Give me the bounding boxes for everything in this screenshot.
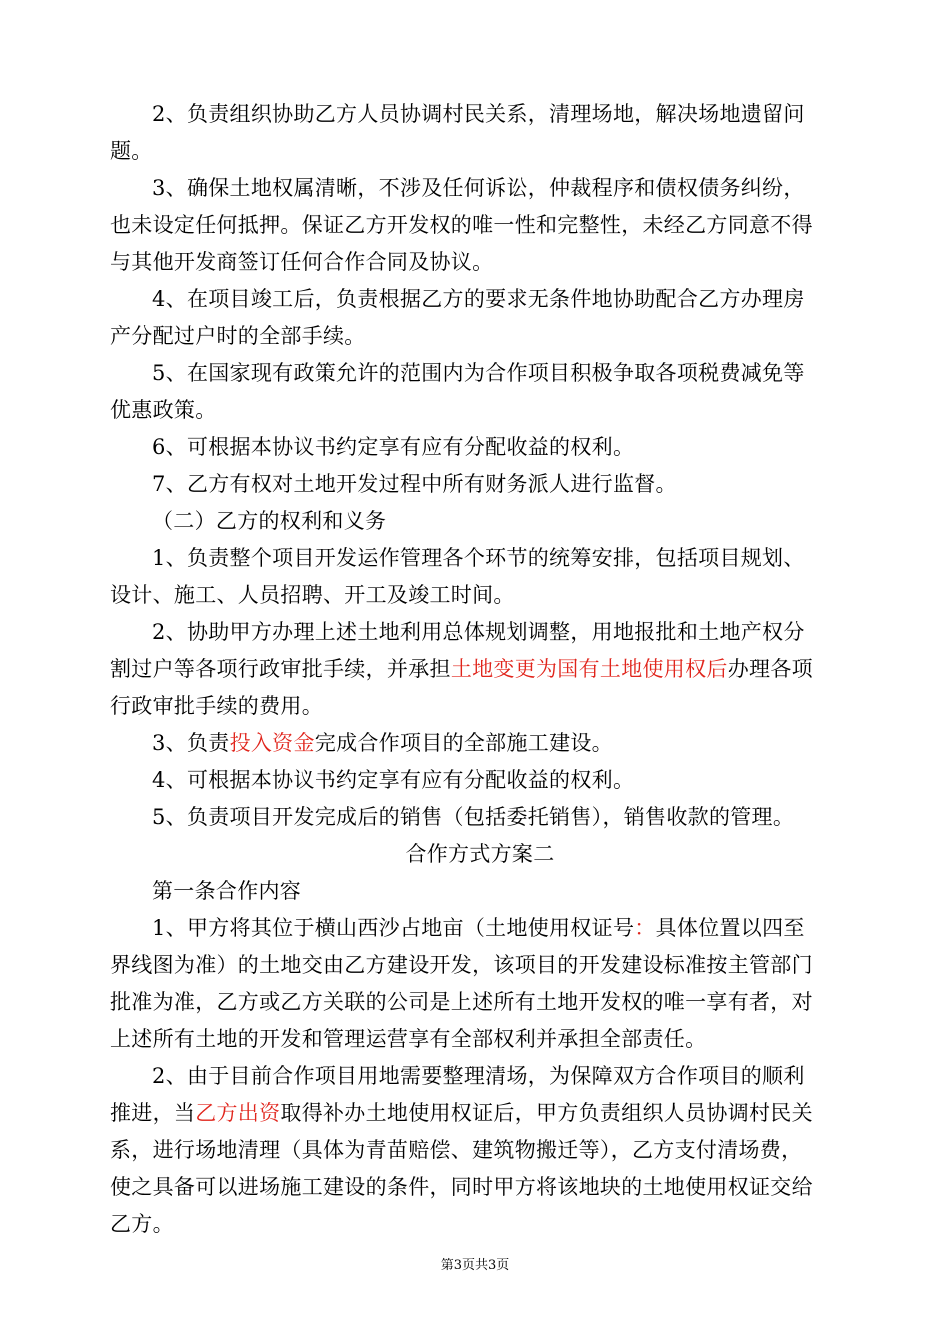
text-line (110, 1058, 850, 1095)
text-segment: 合作方式方案二 (405, 842, 555, 866)
text-line (110, 355, 850, 392)
text-segment: 题。 (110, 139, 153, 163)
text-line (110, 1021, 850, 1058)
text-segment: 办理各项 (727, 657, 813, 681)
text-segment: 第一条合作内容 (152, 879, 302, 903)
text-line (110, 1169, 850, 1206)
text-segment: 1、甲方将其位于横山西沙占地亩（土地使用权证号 (152, 916, 635, 940)
text-line (110, 466, 850, 503)
page-footer: 第3页共3页 (440, 1258, 510, 1273)
text-segment: 4、可根据本协议书约定享有应有分配收益的权利。 (152, 768, 635, 792)
text-line (110, 984, 850, 1021)
text-segment: 产分配过户时的全部手续。 (110, 324, 366, 348)
highlighted-text: ： (634, 916, 656, 940)
text-segment: 1、负责整个项目开发运作管理各个环节的统筹安排，包括项目规划、 (152, 546, 805, 570)
text-segment: 3、确保土地权属清晰，不涉及任何诉讼，仲裁程序和债权债务纠纷， (152, 176, 805, 200)
text-segment: 2、负责组织协助乙方人员协调村民关系，清理场地，解决场地遗留问 (152, 102, 805, 126)
text-line (110, 1132, 850, 1169)
text-line (110, 1095, 850, 1132)
text-line (110, 429, 850, 466)
text-segment: 乙方。 (110, 1212, 174, 1236)
text-line (110, 836, 850, 873)
text-segment: 具体位置以四至 (655, 916, 805, 940)
text-line (110, 577, 850, 614)
highlighted-text: 土地变更为国有土地使用权后 (450, 657, 728, 681)
text-segment: 2、由于目前合作项目用地需要整理清场，为保障双方合作项目的顺利 (152, 1064, 805, 1088)
text-line (110, 614, 850, 651)
text-line (110, 392, 850, 429)
text-segment: 与其他开发商签订任何合作合同及协议。 (110, 250, 494, 274)
highlighted-text: 投入资金 (229, 731, 315, 755)
text-segment: 6、可根据本协议书约定享有应有分配收益的权利。 (152, 435, 635, 459)
text-line (110, 540, 850, 577)
highlighted-text: 乙方出资 (195, 1101, 281, 1125)
text-segment: （二）乙方的权利和义务 (152, 509, 387, 533)
text-line (110, 910, 850, 947)
text-line (110, 799, 850, 836)
text-line (110, 947, 850, 984)
text-segment: 推进，当 (110, 1101, 196, 1125)
text-segment: 系，进行场地清理（具体为青苗赔偿、建筑物搬迁等），乙方支付清场费， (110, 1138, 803, 1162)
text-line (110, 133, 850, 170)
text-line (110, 244, 850, 281)
text-line (110, 762, 850, 799)
text-line (110, 96, 850, 133)
text-segment: 7、乙方有权对土地开发过程中所有财务派人进行监督。 (152, 472, 677, 496)
text-segment: 4、在项目竣工后，负责根据乙方的要求无条件地协助配合乙方办理房 (152, 287, 805, 311)
text-segment: 界线图为准）的土地交由乙方建设开发，该项目的开发建设标准按主管部门 (110, 953, 813, 977)
text-segment: 割过户等各项行政审批手续，并承担 (110, 657, 451, 681)
text-line (110, 281, 850, 318)
text-line (110, 688, 850, 725)
text-line (110, 503, 850, 540)
text-segment: 5、负责项目开发完成后的销售（包括委托销售），销售收款的管理。 (152, 805, 795, 829)
text-segment: 2、协助甲方办理上述土地利用总体规划调整，用地报批和土地产权分 (152, 620, 805, 644)
text-segment: 使之具备可以进场施工建设的条件，同时甲方将该地块的土地使用权证交给 (110, 1175, 813, 1199)
text-line (110, 725, 850, 762)
document-body (110, 96, 850, 1243)
text-segment: 3、负责 (152, 731, 230, 755)
text-line (110, 873, 850, 910)
text-segment: 也未设定任何抵押。保证乙方开发权的唯一性和完整性，未经乙方同意不得 (110, 213, 813, 237)
text-segment: 完成合作项目的全部施工建设。 (314, 731, 613, 755)
text-segment: 取得补办土地使用权证后，甲方负责组织人员协调村民关 (280, 1101, 813, 1125)
text-segment: 行政审批手续的费用。 (110, 694, 323, 718)
text-line (110, 1206, 850, 1243)
text-segment: 上述所有土地的开发和管理运营享有全部权利并承担全部责任。 (110, 1027, 707, 1051)
text-line (110, 318, 850, 355)
text-line (110, 170, 850, 207)
text-segment: 设计、施工、人员招聘、开工及竣工时间。 (110, 583, 515, 607)
text-segment: 5、在国家现有政策允许的范围内为合作项目积极争取各项税费减免等 (152, 361, 805, 385)
text-line (110, 651, 850, 688)
text-segment: 优惠政策。 (110, 398, 217, 422)
text-segment: 批准为准，乙方或乙方关联的公司是上述所有土地开发权的唯一享有者，对 (110, 990, 813, 1014)
text-line (110, 207, 850, 244)
